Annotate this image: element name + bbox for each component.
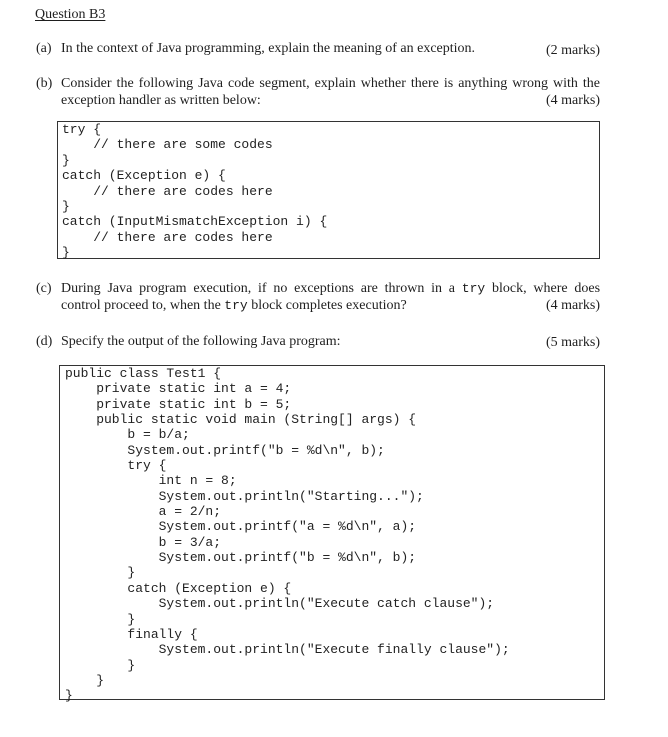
question-c-marks: (4 marks) — [545, 298, 600, 313]
code-line: } — [65, 611, 136, 627]
question-title: Question B3 — [35, 7, 106, 22]
code-line: a = 2/n; — [65, 504, 222, 520]
question-b-text-line1: Consider the following Java code segment, explain whether there is anything wrong with the — [61, 76, 600, 91]
question-d-text: Specify the output of the following Java program: — [61, 334, 341, 349]
code-line: } — [65, 672, 105, 688]
code-line: private static int a = 4; — [65, 381, 292, 397]
code-line: System.out.println("Starting..."); — [65, 488, 424, 504]
code-line: private static int b = 5; — [65, 396, 292, 412]
code-line: try { — [62, 122, 102, 137]
code-line: int n = 8; — [65, 473, 237, 489]
code-line: } — [65, 657, 136, 673]
question-c — [36, 280, 600, 314]
question-d — [36, 333, 600, 350]
question-b-label: (b) — [36, 76, 53, 91]
code-line: } — [62, 152, 70, 168]
code-line: catch (Exception e) { — [62, 168, 226, 184]
question-d-label: (d) — [36, 334, 53, 349]
code-line: public static void main (String[] args) { — [65, 412, 417, 428]
question-c-text-part1: During Java program execution, if no exceptions are thrown in a — [61, 281, 455, 296]
question-c-label: (c) — [36, 281, 52, 296]
code-segment-b — [57, 121, 600, 259]
question-c-code2: try — [224, 298, 248, 313]
code-line: } — [62, 245, 70, 261]
code-line: // there are codes here — [62, 183, 273, 199]
code-line: System.out.println("Execute catch clause"); — [65, 596, 495, 612]
question-a-label: (a) — [36, 41, 52, 56]
question-a-text: In the context of Java programming, explain the meaning of an exception. — [61, 41, 476, 56]
code-line: } — [65, 565, 136, 581]
code-line: System.out.printf("a = %d\n", a); — [65, 519, 417, 535]
code-line: b = 3/a; — [65, 534, 222, 550]
code-line: System.out.println("Execute finally clause"); — [65, 642, 510, 658]
code-line: // there are some codes — [62, 137, 273, 153]
question-b-marks: (4 marks) — [545, 93, 600, 108]
question-c-code1: try — [461, 281, 486, 296]
code-line: try { — [65, 458, 167, 474]
code-line: public class Test1 { — [65, 366, 222, 381]
code-line: finally { — [65, 626, 198, 642]
code-line: System.out.printf("b = %d\n", b); — [65, 550, 417, 566]
question-c-text-part2: block, where does — [492, 281, 601, 296]
question-a-marks: (2 marks) — [545, 43, 600, 58]
code-line: catch (InputMismatchException i) { — [62, 214, 328, 230]
code-line: System.out.printf("b = %d\n", b); — [65, 442, 385, 458]
code-line: catch (Exception e) { — [65, 580, 292, 596]
question-c-text-part3: control proceed to, when the — [61, 298, 221, 313]
question-b — [36, 75, 600, 109]
question-a — [36, 40, 600, 57]
code-line: // there are codes here — [62, 229, 273, 245]
question-d-marks: (5 marks) — [545, 335, 600, 350]
code-line: b = b/a; — [65, 427, 190, 443]
code-program-d — [59, 365, 605, 704]
code-line: } — [62, 198, 70, 214]
code-line: } — [65, 688, 73, 704]
question-b-text-line2: exception handler as written below: — [61, 93, 261, 108]
question-c-text-part4: block completes execution? — [251, 298, 407, 313]
